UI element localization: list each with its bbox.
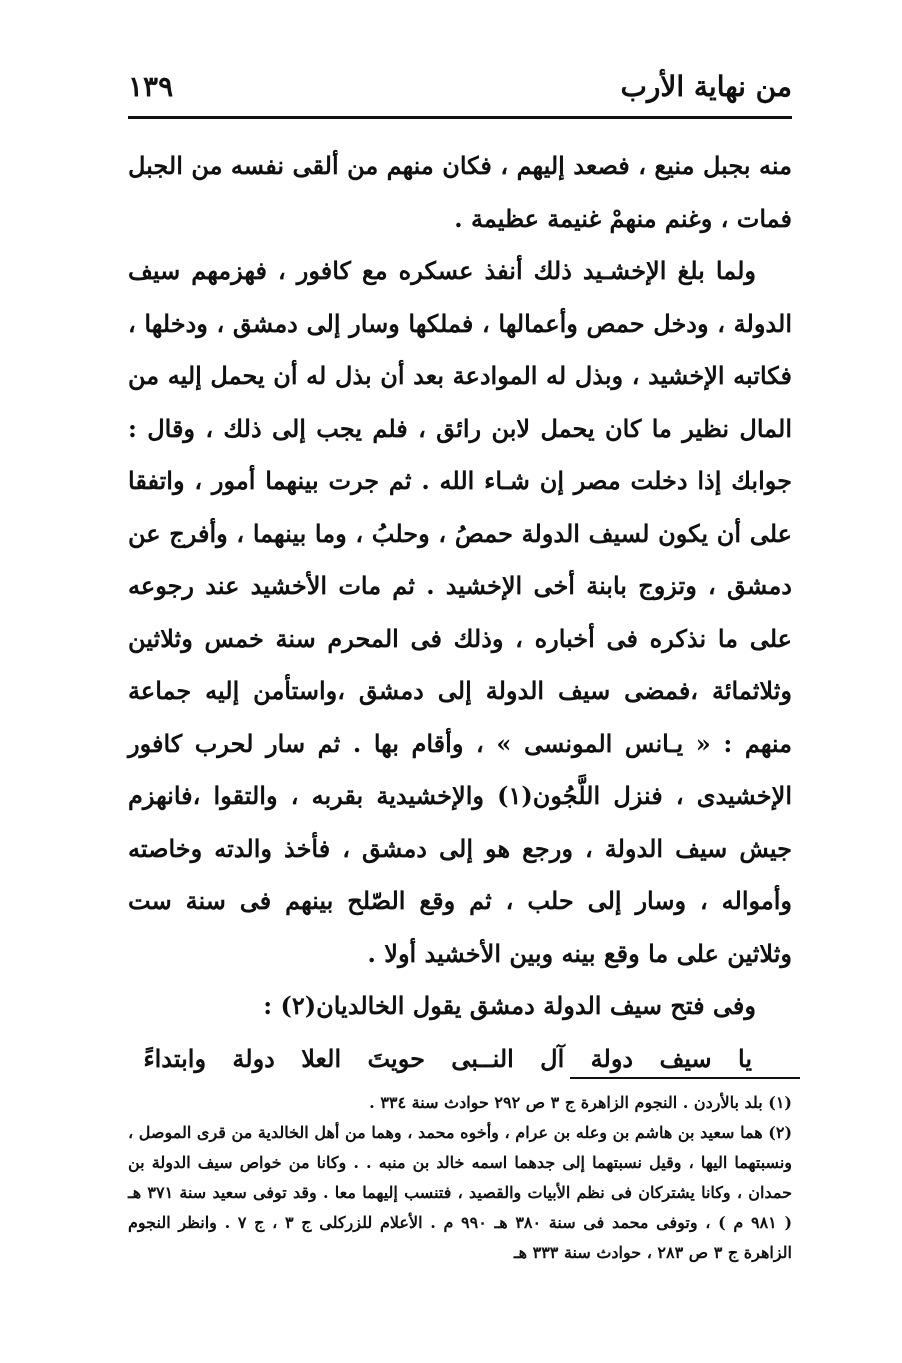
page-header (128, 62, 792, 112)
footnote: (٢) هما سعيد بن هاشم بن وعله بن عرام ، وأخوه محمد ، وهما من أهل الخالدية من قرى الموصل ، ونسبتهما اليها ، وقيل نسبتهما إلى جدهما اسمه خالد بن منبه . . وكانا من خواص سيف الدولة بن حمدان ، وكانا يشتركان فى نظم الأبيات والقصيد ، فتنسب إليهما معا . وقد توفى سعيد سنة ٣٧١ هـ ( ٩٨١ م ) ، وتوفى محمد فى سنة ٣٨٠ هـ ٩٩٠ م . الأعلام للزركلى ج ٣ ، ج ٧ . وانظر النجوم الزاهرة ج ٣ ص ٢٨٣ ، حوادث سنة ٣٣٣ هـ (128, 1123, 793, 1262)
footnotes (128, 1088, 792, 1268)
header-rule (128, 116, 792, 119)
main-text (128, 140, 792, 1085)
paragraph: ولما بلغ الإخشـيد ذلك أنفذ عسكره مع كافور ، فهزمهم سيف الدولة ، ودخل حمص وأعمالها ، فملكها وسار إلى دمشق ، ودخلها ، فكاتبه الإخشيد ، وبذل له الموادعة بعد أن بذل له أن يحمل إليه من المال نظير ما كان يحمل لابن رائق ، فلم يجب إلى ذلك ، وقال : جوابك إذا دخلت مصر إن شـاء الله . ثم جرت بينهما أمور ، واتفقا على أن يكون لسيف الدولة حمصُ ، وحلبُ ، وما بينهما ، وأفرج عن دمشق ، وتزوج بابنة أخى الإخشيد . ثم مات الأخشيد عند رجوعه على ما نذكره فى أخباره ، وذلك فى المحرم سنة خمس وثلاثين وثلاثمائة ،فمضى سيف الدولة إلى دمشق ،واستأمن إليه جماعة منهم : « يـانس المونسى » ، وأقام بها . ثم سار لحرب كافور الإخشيدى ، فنزل اللَّجُون(١) والإخشيدية بقربه ، والتقوا ،فانهزم جيش سيف الدولة ، ورجع هو إلى دمشق ، فأخذ والدته وخاصته وأمواله ، وسار إلى حلب ، ثم وقع الصّلح بينهم فى سنة ست وثلاثين على ما وقع بينه وبين الأخشيد أولا . (128, 256, 793, 968)
paragraph: منه بجبل منيع ، فصعد إليهم ، فكان منهم من ألقى نفسه من الجبل فمات ، وغنم منهمْ غنيمة عظيمة . (128, 151, 792, 233)
page-number: ١٣٩ (128, 70, 174, 103)
paragraph: وفى فتح سيف الدولة دمشق يقول الخالديان(٢) : (263, 991, 756, 1020)
footnote: (١) بلد بالأردن . النجوم الزاهرة ج ٣ ص ٢٩٢ حوادث سنة ٣٣٤ . (369, 1093, 792, 1112)
footnote-rule (570, 1077, 800, 1079)
poem-verse: يا سيف دولة آل النــبى حويتَ العلا دولة وابتداءً (143, 1043, 752, 1073)
running-title: من نهاية الأرب (620, 70, 792, 103)
